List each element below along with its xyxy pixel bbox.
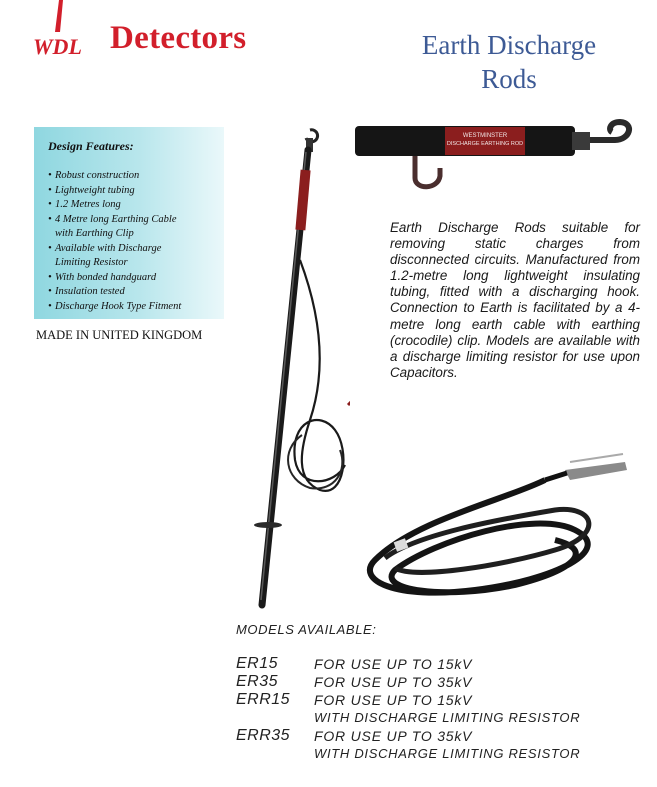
design-features-panel xyxy=(34,127,224,319)
models-heading: MODELS AVAILABLE: xyxy=(236,622,377,637)
feature-item: • Lightweight tubing xyxy=(48,184,135,196)
feature-item: • Insulation tested xyxy=(48,286,125,297)
features-heading: Design Features: xyxy=(48,139,134,153)
model-row xyxy=(236,673,646,691)
feature-text: Robust construction xyxy=(55,170,140,181)
product-description: Earth Discharge Rods suitable for removing static charges from disconnected circuits. Manufactured from 1.2-metre long lightweight insulating tubing, fitted with a discharging hook. Connection to Earth is facilitated by a 4-metre long earth cable with earthing (crocodile) clip. Models are available with a discharge limiting resistor for use upon Capacitors. xyxy=(390,220,640,380)
feature-text: Available with Discharge xyxy=(55,242,162,254)
model-use-line: FOR USE UP TO 15kV xyxy=(314,656,473,672)
models-list xyxy=(236,655,646,763)
model-code: ER35 xyxy=(236,673,279,690)
rod-label-line-2: DISCHARGE EARTHING ROD xyxy=(446,141,524,147)
model-use-line: FOR USE UP TO 35kV xyxy=(314,674,473,690)
earthing-cable-image xyxy=(355,440,645,610)
title-line-1: Earth Discharge xyxy=(421,30,597,60)
model-code: ER15 xyxy=(236,655,279,672)
feature-item: • 4 Metre long Earthing Cable with Earthing Clip xyxy=(48,213,224,242)
rod-label-line-1: WESTMINSTER xyxy=(462,133,508,139)
features-list xyxy=(34,169,224,314)
feature-text: 1.2 Metres long xyxy=(55,199,121,210)
model-row xyxy=(236,691,646,727)
title-line-2: Rods xyxy=(481,64,537,94)
feature-text: Insulation tested xyxy=(55,286,125,297)
model-use-line: FOR USE UP TO 15kV xyxy=(314,692,473,708)
model-use-line: FOR USE UP TO 35kV xyxy=(314,728,473,744)
feature-item: • With bonded handguard xyxy=(48,271,157,283)
logo-stroke xyxy=(55,0,63,32)
feature-text: With bonded handguard xyxy=(55,271,157,283)
feature-item: • Robust construction xyxy=(48,170,140,181)
model-use-line-2: WITH DISCHARGE LIMITING RESISTOR xyxy=(314,746,581,761)
feature-text: Discharge Hook Type Fitment xyxy=(55,300,182,312)
feature-item: • Discharge Hook Type Fitment xyxy=(48,300,182,312)
model-row xyxy=(236,727,646,763)
feature-text-cont: Limiting Resistor xyxy=(55,257,128,268)
model-use-line-2: WITH DISCHARGE LIMITING RESISTOR xyxy=(314,710,581,725)
model-use xyxy=(314,655,472,673)
model-code: ERR15 xyxy=(236,691,291,708)
feature-text: Lightweight tubing xyxy=(55,184,135,196)
rod-head-image xyxy=(350,118,650,198)
model-use xyxy=(314,727,580,763)
feature-text-cont: with Earthing Clip xyxy=(55,228,134,239)
model-use xyxy=(314,691,580,727)
logo-text: WDL xyxy=(33,34,82,59)
feature-text: 4 Metre long Earthing Cable xyxy=(55,213,177,225)
brand-name: Detectors xyxy=(110,20,247,56)
model-use xyxy=(314,673,472,691)
wdl-logo xyxy=(33,0,93,60)
model-row xyxy=(236,655,646,673)
model-code: ERR35 xyxy=(236,727,291,744)
discharge-rod-image xyxy=(240,120,350,610)
made-in-label: MADE IN UNITED KINGDOM xyxy=(36,328,203,342)
page-title xyxy=(379,28,639,96)
feature-item: • Available with Discharge Limiting Resistor xyxy=(48,242,224,271)
feature-item: • 1.2 Metres long xyxy=(48,199,121,210)
